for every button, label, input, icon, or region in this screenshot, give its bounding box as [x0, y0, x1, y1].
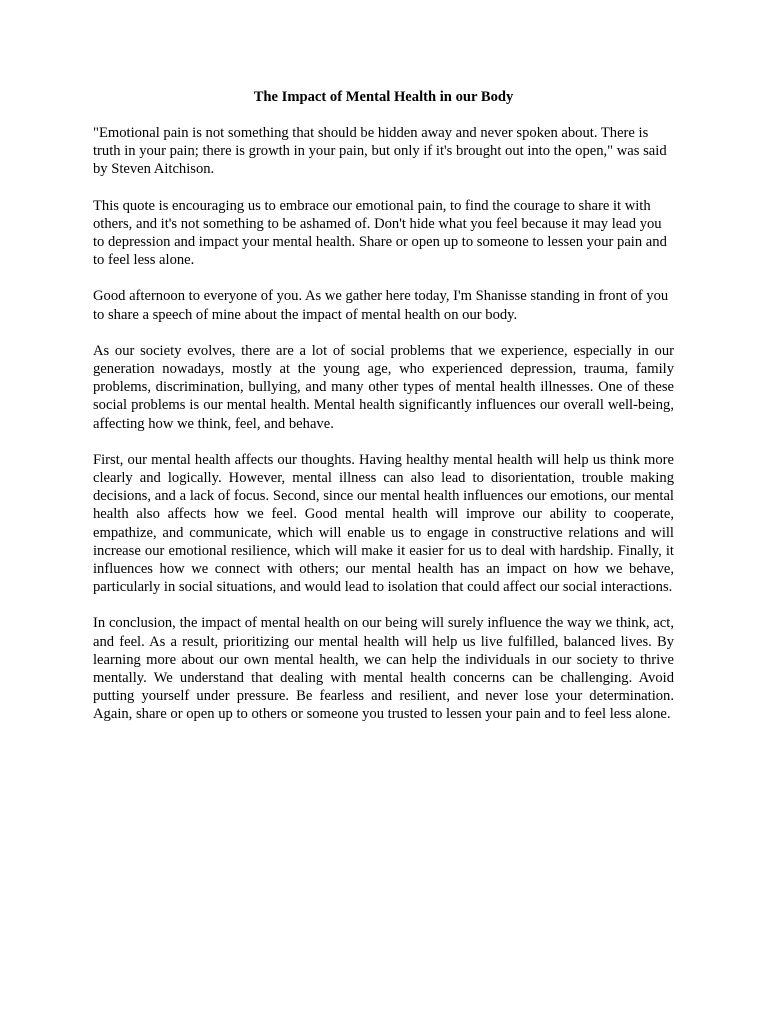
body-paragraph: As our society evolves, there are a lot of social problems that we experience, especially in our generation nowadays, mostly at the young age, who experienced depression, trauma, family problems, discrimination, bullying, and many other types of mental health illnesses. One of these social problems is our mental health. Mental health significantly influences our overall well-being, affecting how we think, feel, and behave.: [93, 342, 674, 432]
document-title: The Impact of Mental Health in our Body: [253, 89, 514, 105]
body-paragraph: This quote is encouraging us to embrace our emotional pain, to find the courage to share it with others, and it's not something to be ashamed of. Don't hide what you feel because it may lead you to depression and impact your mental health. Share or open up to someone to lessen your pain and to feel less alone.: [93, 197, 667, 269]
document-body: [93, 88, 674, 742]
quote-paragraph: "Emotional pain is not something that should be hidden away and never spoken about. There is truth in your pain; there is growth in your pain, but only if it's brought out into the open," was said by Steven Aitchison.: [93, 125, 667, 178]
body-paragraph: First, our mental health affects our thoughts. Having healthy mental health will help us think more clearly and logically. However, mental illness can also lead to disorientation, trouble making decisions, and a lack of focus. Second, since our mental health influences our emotions, our mental health also affects how we feel. Good mental health will improve our ability to cooperate, empathize, and communicate, which will enable us to engage in constructive relations and will increase our emotional resilience, which will make it easier for us to deal with hardship. Finally, it influences how we connect with others; our mental health has an impact on how we behave, particularly in social situations, and would lead to isolation that could affect our social interactions.: [93, 451, 674, 596]
conclusion-paragraph: In conclusion, the impact of mental health on our being will surely influence the way we think, act, and feel. As a result, prioritizing our mental health will help us live fulfilled, balanced lives. By learning more about our own mental health, we can help the individuals in our society to thrive mentally. We understand that dealing with mental health concerns can be challenging. Avoid putting yourself under pressure. Be fearless and resilient, and never lose your determination. Again, share or open up to others or someone you trusted to lessen your pain and to feel less alone.: [93, 615, 674, 723]
body-paragraph: Good afternoon to everyone of you. As we gather here today, I'm Shanisse standing in front of you to share a speech of mine about the impact of mental health on our body.: [93, 288, 669, 323]
